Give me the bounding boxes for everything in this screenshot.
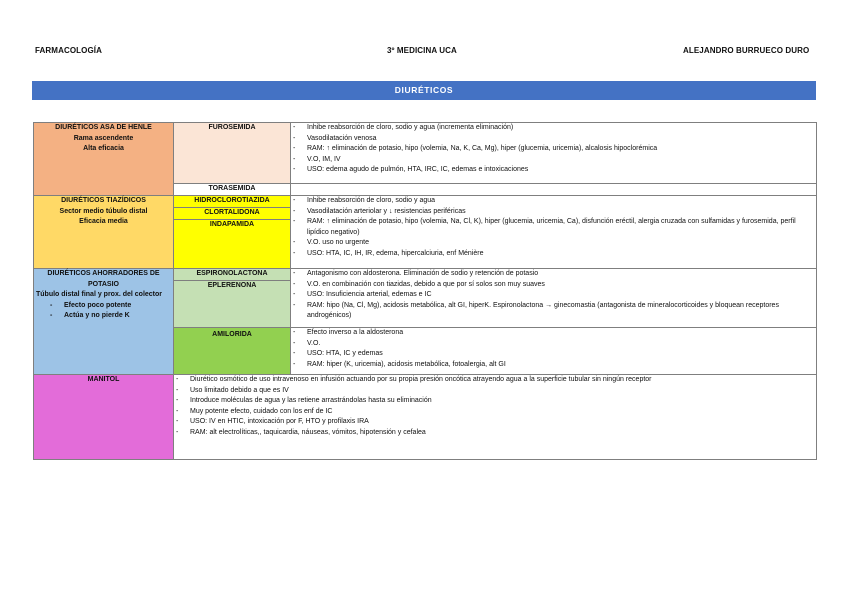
list-item: - V.O. uso no urgente xyxy=(293,238,814,249)
thiazide-effects xyxy=(291,196,817,269)
loop-effects xyxy=(291,123,817,184)
table-row xyxy=(34,123,817,184)
drug-amilorida-label: AMILORIDA xyxy=(212,331,252,338)
group-title: MANITOL xyxy=(87,376,120,383)
group-title: DIURÉTICOS AHORRADORES DE POTASIO xyxy=(47,270,160,288)
list-item: - RAM: ↑ eliminación de potasio, hipo (volemia, Na, Cl, K), hiper (glucemia, uricemia, Ca), disfunción eréctil, alergia cruzada con sulfamidas y furosemida, perfil lipídico negativo) xyxy=(293,217,814,238)
list-item: - Muy potente efecto, cuidado con los enf de IC xyxy=(176,407,814,418)
group-loop-diuretics xyxy=(34,123,174,196)
page-title: DIURÉTICOS xyxy=(32,81,816,100)
list-item: - Inhibe reabsorción de cloro, sodio y agua xyxy=(293,196,814,207)
table-row xyxy=(34,375,817,460)
list-item: - Antagonismo con aldosterona. Eliminación de sodio y retención de potasio xyxy=(293,269,814,280)
drug-eplerenona: EPLERENONA xyxy=(174,281,291,328)
list-item: - USO: edema agudo de pulmón, HTA, IRC, IC, edemas e intoxicaciones xyxy=(293,165,814,176)
list-item: - RAM: alt electrolíticas,, taquicardia, náuseas, vómitos, hipotensión y cefalea xyxy=(176,428,814,439)
list-item: - RAM: ↑ eliminación de potasio, hipo (volemia, Na, K, Ca, Mg), hiper (glucemia, uricemia), alcalosis hipoclorémica xyxy=(293,144,814,155)
group-subtitle: Sector medio túbulo distal xyxy=(59,207,148,215)
group-manitol xyxy=(34,375,174,460)
diuretics-table xyxy=(33,122,817,460)
list-item: - Efecto poco potente xyxy=(50,301,171,312)
drug-espironolactona: ESPIRONOLACTONA xyxy=(174,269,291,281)
amilorida-effects xyxy=(291,328,817,375)
list-item: - USO: IV en HTIC, intoxicación por F, HTO y profilaxis IRA xyxy=(176,417,814,428)
group-potassium-sparing xyxy=(34,269,174,375)
group-title: DIURÉTICOS TIAZÍDICOS xyxy=(61,197,146,204)
list-item: - RAM: hipo (Na, Cl, Mg), acidosis metabólica, alt GI, hiperK. Espironolactona → ginecomastia (antagonista de mineralocorticoides y bloquean receptores androgénicos) xyxy=(293,301,814,322)
drug-hidroclorotiazida: HIDROCLOROTIAZIDA xyxy=(174,196,291,208)
list-item: - Uso limitado debido a que es IV xyxy=(176,386,814,397)
list-item: - USO: HTA, IC y edemas xyxy=(293,349,814,360)
drug-amilorida xyxy=(174,328,291,375)
table-row xyxy=(34,269,817,281)
group-subtitle: Túbulo distal final y prox. del colector xyxy=(36,291,163,298)
table-row xyxy=(34,196,817,208)
list-item: - Efecto inverso a la aldosterona xyxy=(293,328,814,339)
list-item: - Vasodilatación venosa xyxy=(293,134,814,145)
aldosterone-antagonist-effects xyxy=(291,269,817,328)
header-course: 3º MEDICINA UCA xyxy=(387,46,457,55)
group-subtitle: Alta eficacia xyxy=(83,145,124,152)
header-subject: FARMACOLOGÍA xyxy=(35,46,102,55)
list-item: - V.O. en combinación con tiazidas, debido a que por sí solos son muy suaves xyxy=(293,280,814,291)
manitol-effects xyxy=(174,375,817,460)
list-item: - USO: Insuficiencia arterial, edemas e IC xyxy=(293,290,814,301)
list-item: - V.O, IM, IV xyxy=(293,155,814,166)
group-subtitle: Rama ascendente xyxy=(73,134,134,142)
list-item: - USO: HTA, IC, IH, IR, edema, hipercalciuria, enf Ménière xyxy=(293,249,814,260)
drug-torasemida: TORASEMIDA xyxy=(174,184,291,196)
group-subtitle: Eficacia media xyxy=(79,218,128,225)
list-item: - Introduce moléculas de agua y las retiene arrastrándolas hasta su eliminación xyxy=(176,396,814,407)
list-item: - Inhibe reabsorción de cloro, sodio y agua (incrementa eliminación) xyxy=(293,123,814,134)
list-item: - Actúa y no pierde K xyxy=(50,311,171,322)
group-title: DIURÉTICOS ASA DE HENLE xyxy=(55,124,152,131)
list-item: - Diurético osmótico de uso intravenoso en infusión actuando por su propia presión oncótica atrayendo agua a la superficie tubular sin ningún receptor xyxy=(176,375,814,386)
empty-cell xyxy=(291,184,817,196)
drug-furosemida: FUROSEMIDA xyxy=(174,123,291,184)
list-item: - RAM: hiper (K, uricemia), acidosis metabólica, fotoalergia, alt GI xyxy=(293,360,814,371)
group-thiazide-diuretics xyxy=(34,196,174,269)
drug-clortalidona: CLORTALIDONA xyxy=(174,208,291,220)
header-author: ALEJANDRO BURRUECO DURO xyxy=(683,46,810,55)
drug-indapamida: INDAPAMIDA xyxy=(174,220,291,269)
list-item: - V.O. xyxy=(293,339,814,350)
list-item: - Vasodilatación arteriolar y ↓ resistencias periféricas xyxy=(293,207,814,218)
